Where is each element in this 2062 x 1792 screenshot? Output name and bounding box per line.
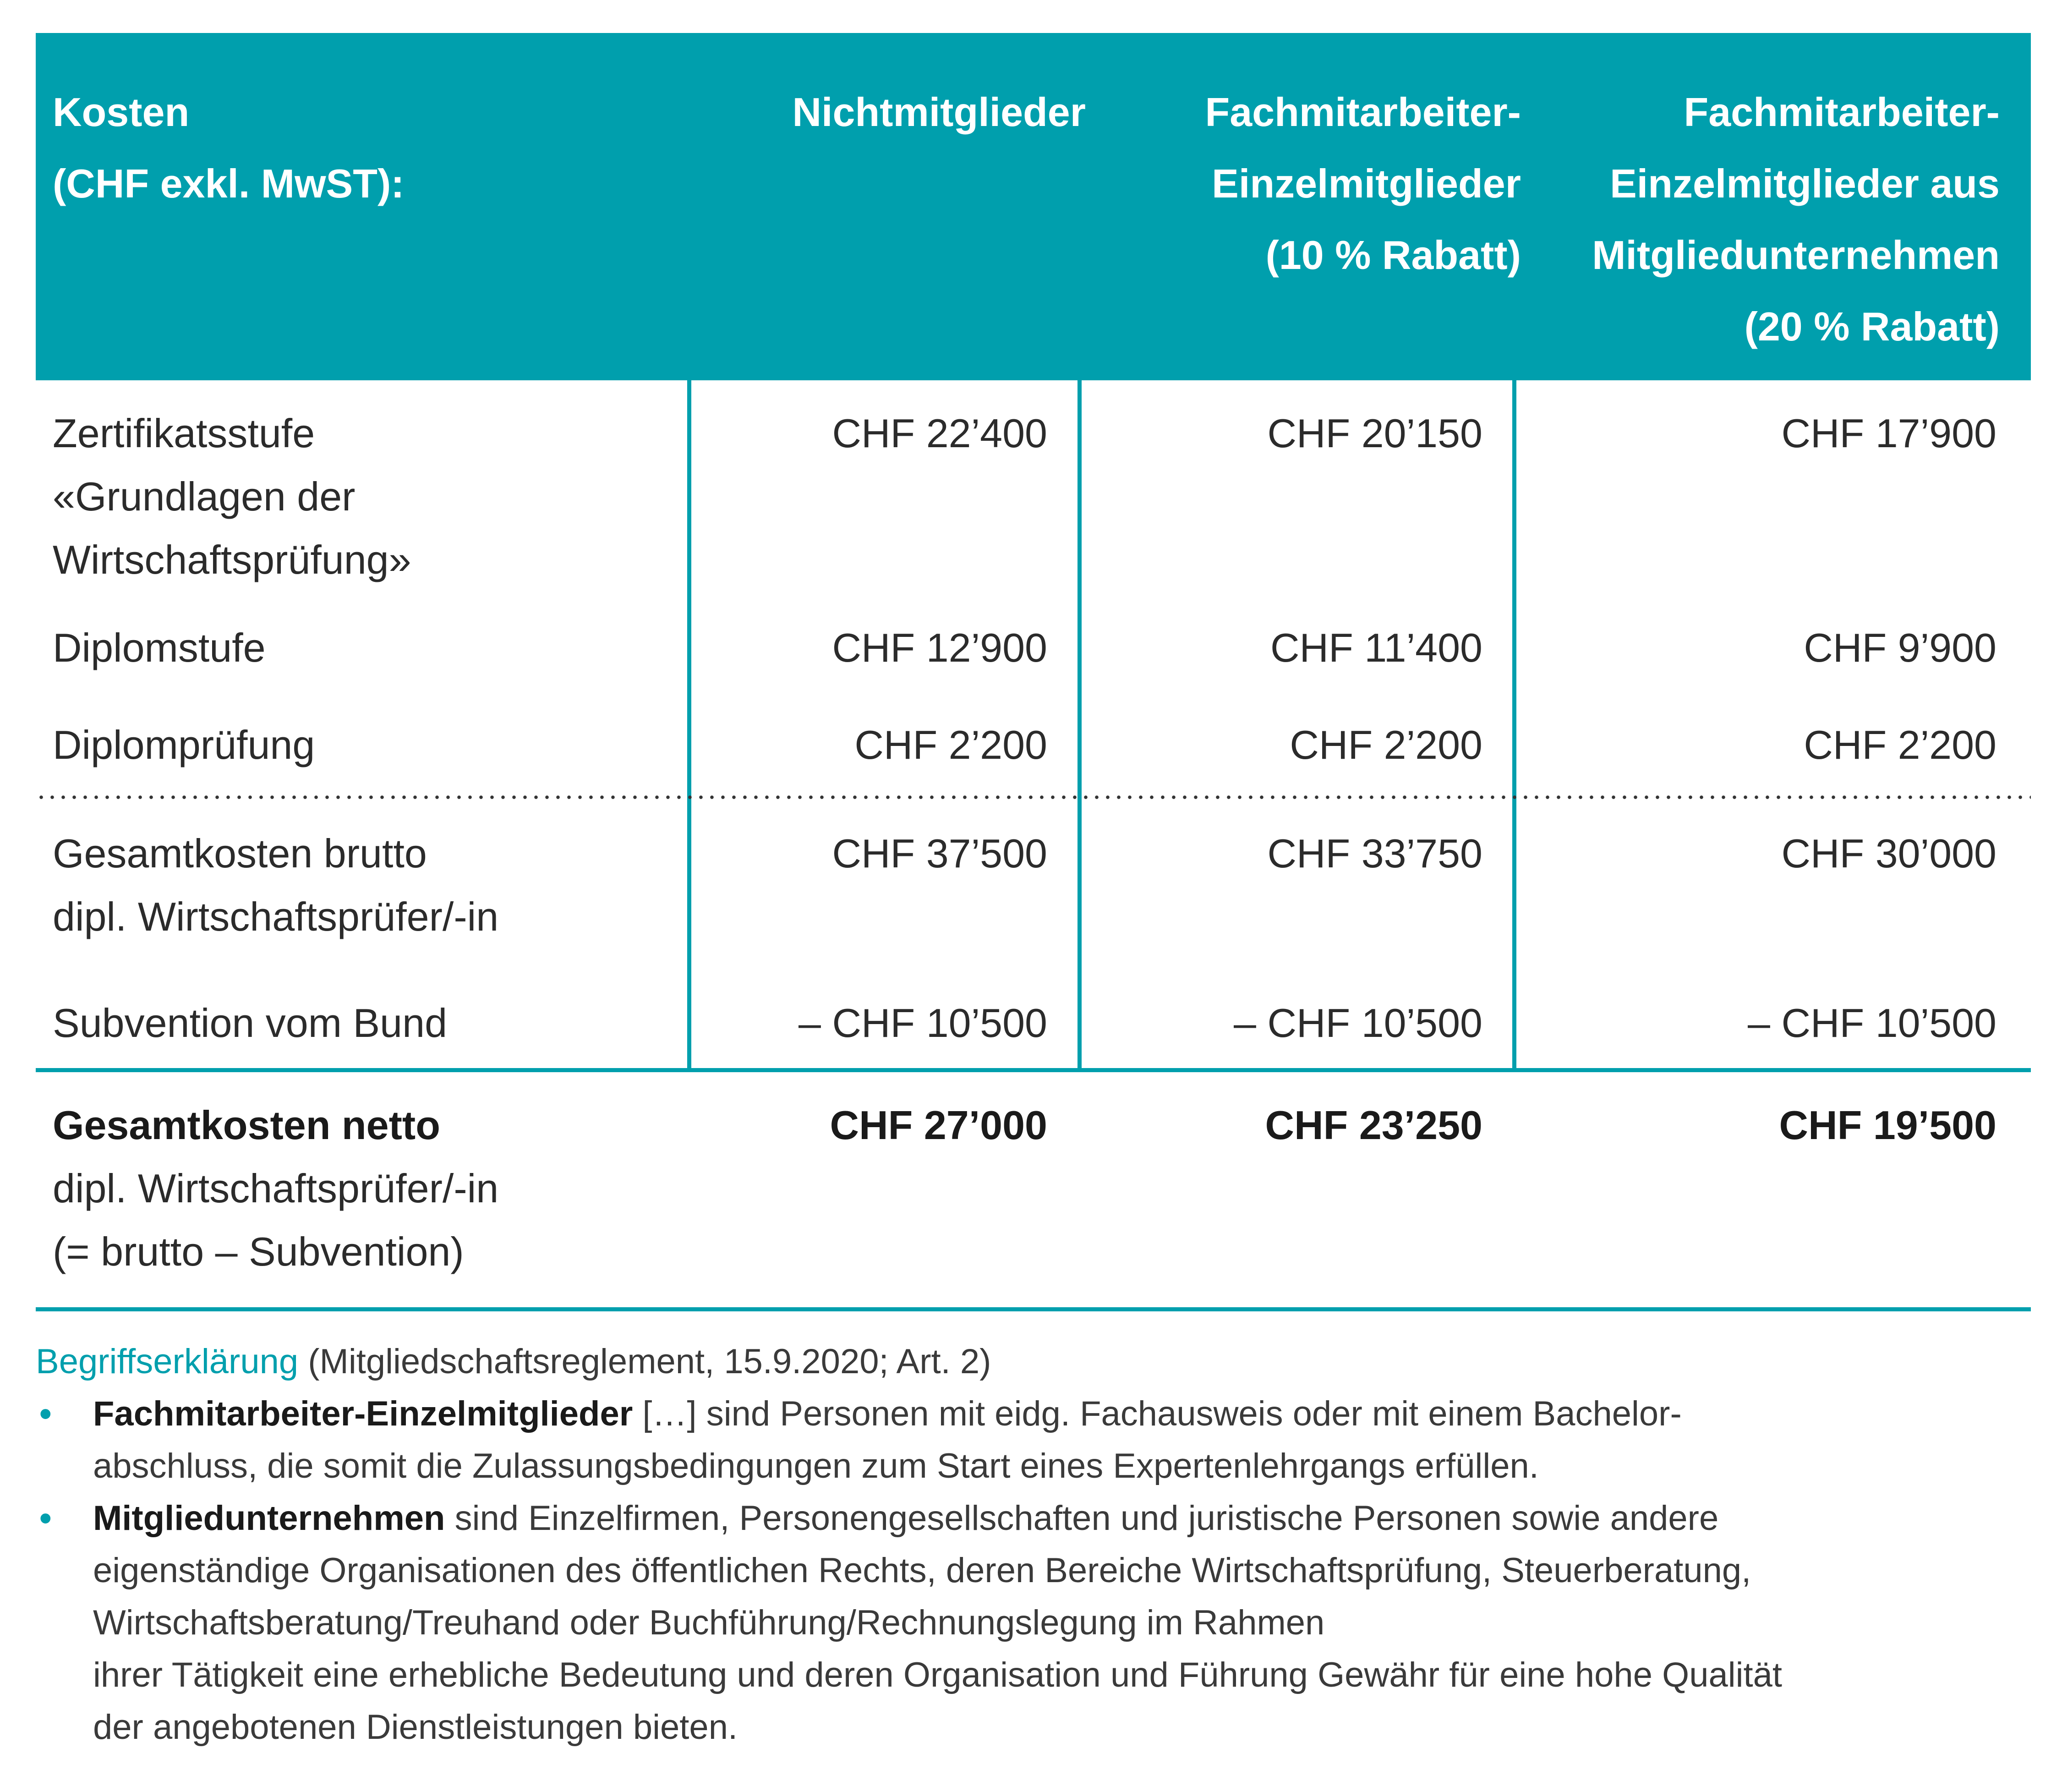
- row-label-diplompruefung: Diplomprüfung: [53, 722, 315, 767]
- cell-value: CHF 20’150: [1267, 411, 1482, 456]
- cell-value-total: CHF 27’000: [830, 1102, 1047, 1148]
- table-rule: [36, 1068, 2031, 1072]
- glossary-source: (Mitgliedschaftsreglement, 15.9.2020; Art. 2): [298, 1342, 991, 1381]
- cell-value: CHF 9’900: [1804, 625, 1996, 670]
- cell-value: – CHF 10’500: [1748, 1000, 1996, 1046]
- cell-value-total: CHF 23’250: [1265, 1102, 1482, 1148]
- cell-value: CHF 30’000: [1781, 831, 1996, 876]
- cell-value: – CHF 10’500: [1234, 1000, 1482, 1046]
- row-label-gesamtkosten-brutto: Gesamtkosten brutto dipl. Wirtschaftsprüfer/-in: [53, 831, 499, 939]
- dotted-separator: [36, 795, 2031, 799]
- cell-value: CHF 22’400: [832, 411, 1047, 456]
- cell-value-total: CHF 19’500: [1779, 1102, 1996, 1148]
- row-label-subvention: Subvention vom Bund: [53, 1000, 448, 1046]
- bullet-icon: •: [39, 1394, 52, 1433]
- cell-value: CHF 11’400: [1270, 625, 1482, 670]
- cell-value: CHF 2’200: [854, 722, 1047, 767]
- column-divider: [687, 380, 691, 1072]
- cell-value: CHF 2’200: [1804, 722, 1996, 767]
- column-divider: [1512, 380, 1516, 1072]
- header-einzelmitglieder: Fachmitarbeiter- Einzelmitglieder (10 % Rabatt): [1205, 89, 1521, 278]
- cell-value: CHF 12’900: [832, 625, 1047, 670]
- glossary-item: • Fachmitarbeiter-Einzelmitglieder […] sind Personen mit eidg. Fachausweis oder mit einem Bachelor- abschluss, die somit die Zulassungsbedingungen zum Start eines Expertenlehrgangs erfüllen.: [36, 1388, 2031, 1492]
- header-mitgliedunternehmen: Fachmitarbeiter- Einzelmitglieder aus Mitgliedunternehmen (20 % Rabatt): [1592, 89, 2000, 349]
- header-nichtmitglieder: Nichtmitglieder: [792, 89, 1086, 135]
- table-bottom-rule: [36, 1307, 2031, 1311]
- cell-value: CHF 2’200: [1290, 722, 1482, 767]
- table-header: [36, 33, 2031, 380]
- glossary-title: Begriffserklärung: [36, 1342, 299, 1381]
- row-label-diplomstufe: Diplomstufe: [53, 625, 266, 670]
- column-divider: [1077, 380, 1082, 1072]
- cell-value: CHF 33’750: [1267, 831, 1482, 876]
- glossary-heading: [36, 1336, 2031, 1388]
- cell-value: CHF 17’900: [1781, 411, 1996, 456]
- row-label-gesamtkosten-netto: Gesamtkosten netto dipl. Wirtschaftsprüfer/-in (= brutto – Subvention): [53, 1102, 499, 1274]
- bullet-icon: •: [39, 1499, 52, 1538]
- row-label-zertifikatsstufe: Zertifikatsstufe «Grundlagen der Wirtschaftsprüfung»: [53, 411, 411, 582]
- header-kosten: Kosten (CHF exkl. MwST):: [53, 89, 405, 206]
- cell-value: – CHF 10’500: [799, 1000, 1047, 1046]
- glossary-item: • Mitgliedunternehmen sind Einzelfirmen, Personengesellschaften und juristische Personen sowie andere eigenständige Organisationen des öffentlichen Rechts, deren Bereiche Wirtschaftsprüfung, Steuerberatung, Wirtschaftsberatung/Treuhand oder Buchführung/Rechnungslegung im Rahmen ihrer Tätigkeit eine erhebliche Bedeutung und deren Organisation und Führung Gewähr für eine hohe Qualität der angebotenen Dienstleistungen bieten.: [36, 1492, 2031, 1754]
- glossary: [36, 1336, 2031, 1754]
- cell-value: CHF 37’500: [832, 831, 1047, 876]
